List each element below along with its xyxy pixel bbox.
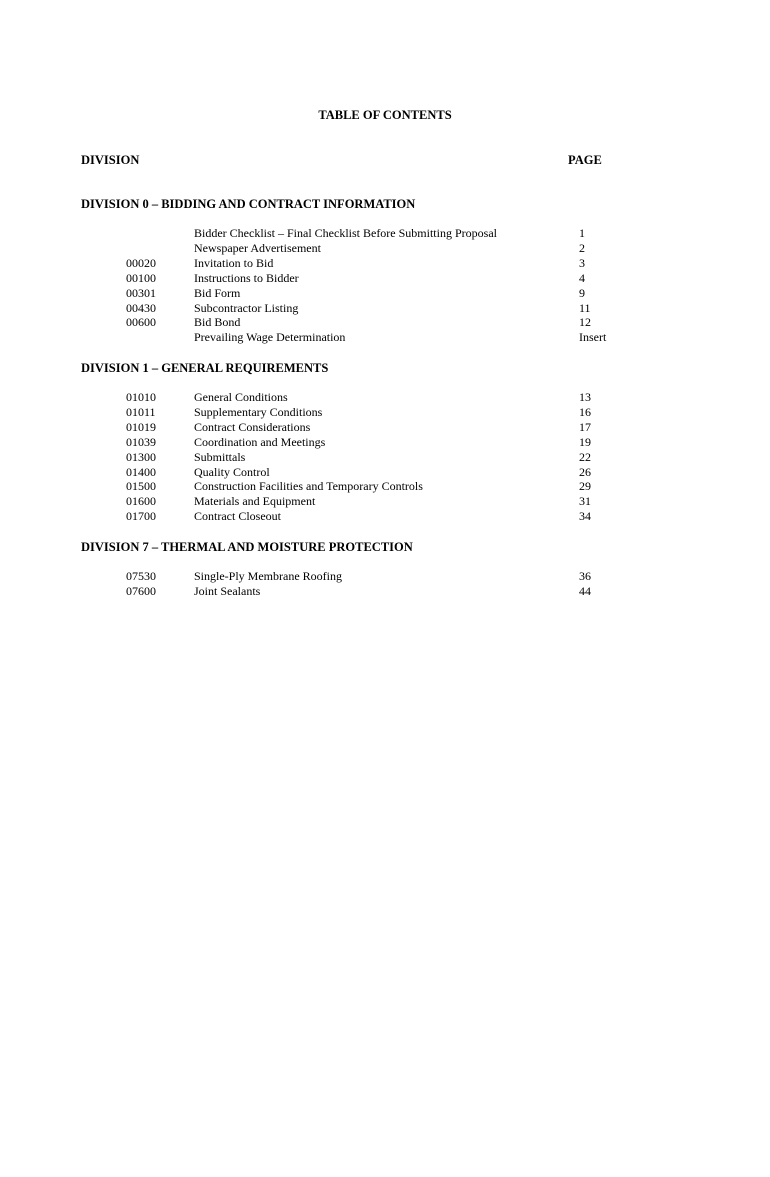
section-title: Subcontractor Listing (194, 300, 299, 315)
toc-row (0, 509, 770, 524)
section-title: Prevailing Wage Determination (194, 330, 346, 345)
toc-row (0, 390, 770, 405)
section-title: Single-Ply Membrane Roofing (194, 569, 342, 583)
section-title: General Conditions (194, 390, 288, 404)
section-page-number: 16 (579, 404, 591, 419)
section-page-number: 1 (579, 226, 585, 240)
section-page-number: 13 (579, 390, 591, 404)
section-page-number: 44 (579, 583, 591, 598)
toc-row (0, 330, 770, 345)
toc-row (0, 465, 770, 480)
section-code: 01019 (126, 419, 156, 434)
section-code: 01400 (126, 464, 156, 479)
section-code: 01500 (126, 479, 156, 494)
section-page-number: 2 (579, 240, 585, 255)
toc-row (0, 420, 770, 435)
section-code: 00430 (126, 300, 156, 315)
section-page-number: 22 (579, 449, 591, 464)
section-page-number: 31 (579, 494, 591, 509)
toc-row (0, 569, 770, 584)
section-code: 00600 (126, 315, 156, 330)
division-heading: DIVISION 0 – BIDDING AND CONTRACT INFORMATION (81, 197, 416, 211)
section-page-number: 36 (579, 569, 591, 583)
section-code: 07600 (126, 583, 156, 598)
page-title: TABLE OF CONTENTS (318, 108, 452, 122)
section-title: Bid Bond (194, 315, 241, 330)
section-code: 00301 (126, 285, 156, 300)
section-title: Bid Form (194, 285, 241, 300)
toc-row (0, 584, 770, 599)
section-page-number: Insert (579, 330, 607, 345)
section-page-number: 4 (579, 270, 585, 285)
division-heading: DIVISION 7 – THERMAL AND MOISTURE PROTECTION (81, 540, 413, 554)
section-code: 07530 (126, 569, 156, 583)
division-column-header: DIVISION (81, 153, 140, 167)
section-title: Construction Facilities and Temporary Controls (194, 479, 423, 494)
section-title: Contract Considerations (194, 419, 311, 434)
section-title: Invitation to Bid (194, 255, 274, 270)
toc-row (0, 435, 770, 450)
section-code: 01011 (126, 404, 156, 419)
toc-row (0, 450, 770, 465)
section-code: 00100 (126, 270, 156, 285)
section-code: 01600 (126, 494, 156, 509)
toc-row (0, 226, 770, 241)
toc-row (0, 286, 770, 301)
toc-row (0, 405, 770, 420)
section-page-number: 3 (579, 255, 585, 270)
section-page-number: 34 (579, 509, 591, 524)
toc-row (0, 315, 770, 330)
section-title: Coordination and Meetings (194, 434, 326, 449)
section-page-number: 11 (579, 300, 591, 315)
section-title: Contract Closeout (194, 509, 281, 524)
section-title: Bidder Checklist – Final Checklist Before Submitting Proposal (194, 226, 497, 240)
section-code: 01300 (126, 449, 156, 464)
section-title: Joint Sealants (194, 583, 261, 598)
section-page-number: 19 (579, 434, 591, 449)
section-title: Quality Control (194, 464, 270, 479)
section-title: Materials and Equipment (194, 494, 316, 509)
toc-row (0, 271, 770, 286)
section-page-number: 9 (579, 285, 585, 300)
section-title: Newspaper Advertisement (194, 240, 321, 255)
section-page-number: 12 (579, 315, 591, 330)
section-code: 00020 (126, 255, 156, 270)
toc-row (0, 241, 770, 256)
toc-row (0, 301, 770, 316)
toc-row (0, 479, 770, 494)
section-title: Supplementary Conditions (194, 404, 323, 419)
section-code: 01010 (126, 390, 156, 404)
section-page-number: 26 (579, 464, 591, 479)
toc-row (0, 256, 770, 271)
section-code: 01700 (126, 509, 156, 524)
section-page-number: 29 (579, 479, 591, 494)
division-heading: DIVISION 1 – GENERAL REQUIREMENTS (81, 361, 329, 375)
section-code: 01039 (126, 434, 156, 449)
section-title: Instructions to Bidder (194, 270, 299, 285)
section-page-number: 17 (579, 419, 591, 434)
toc-row (0, 494, 770, 509)
page-column-header: PAGE (568, 153, 602, 167)
section-title: Submittals (194, 449, 246, 464)
